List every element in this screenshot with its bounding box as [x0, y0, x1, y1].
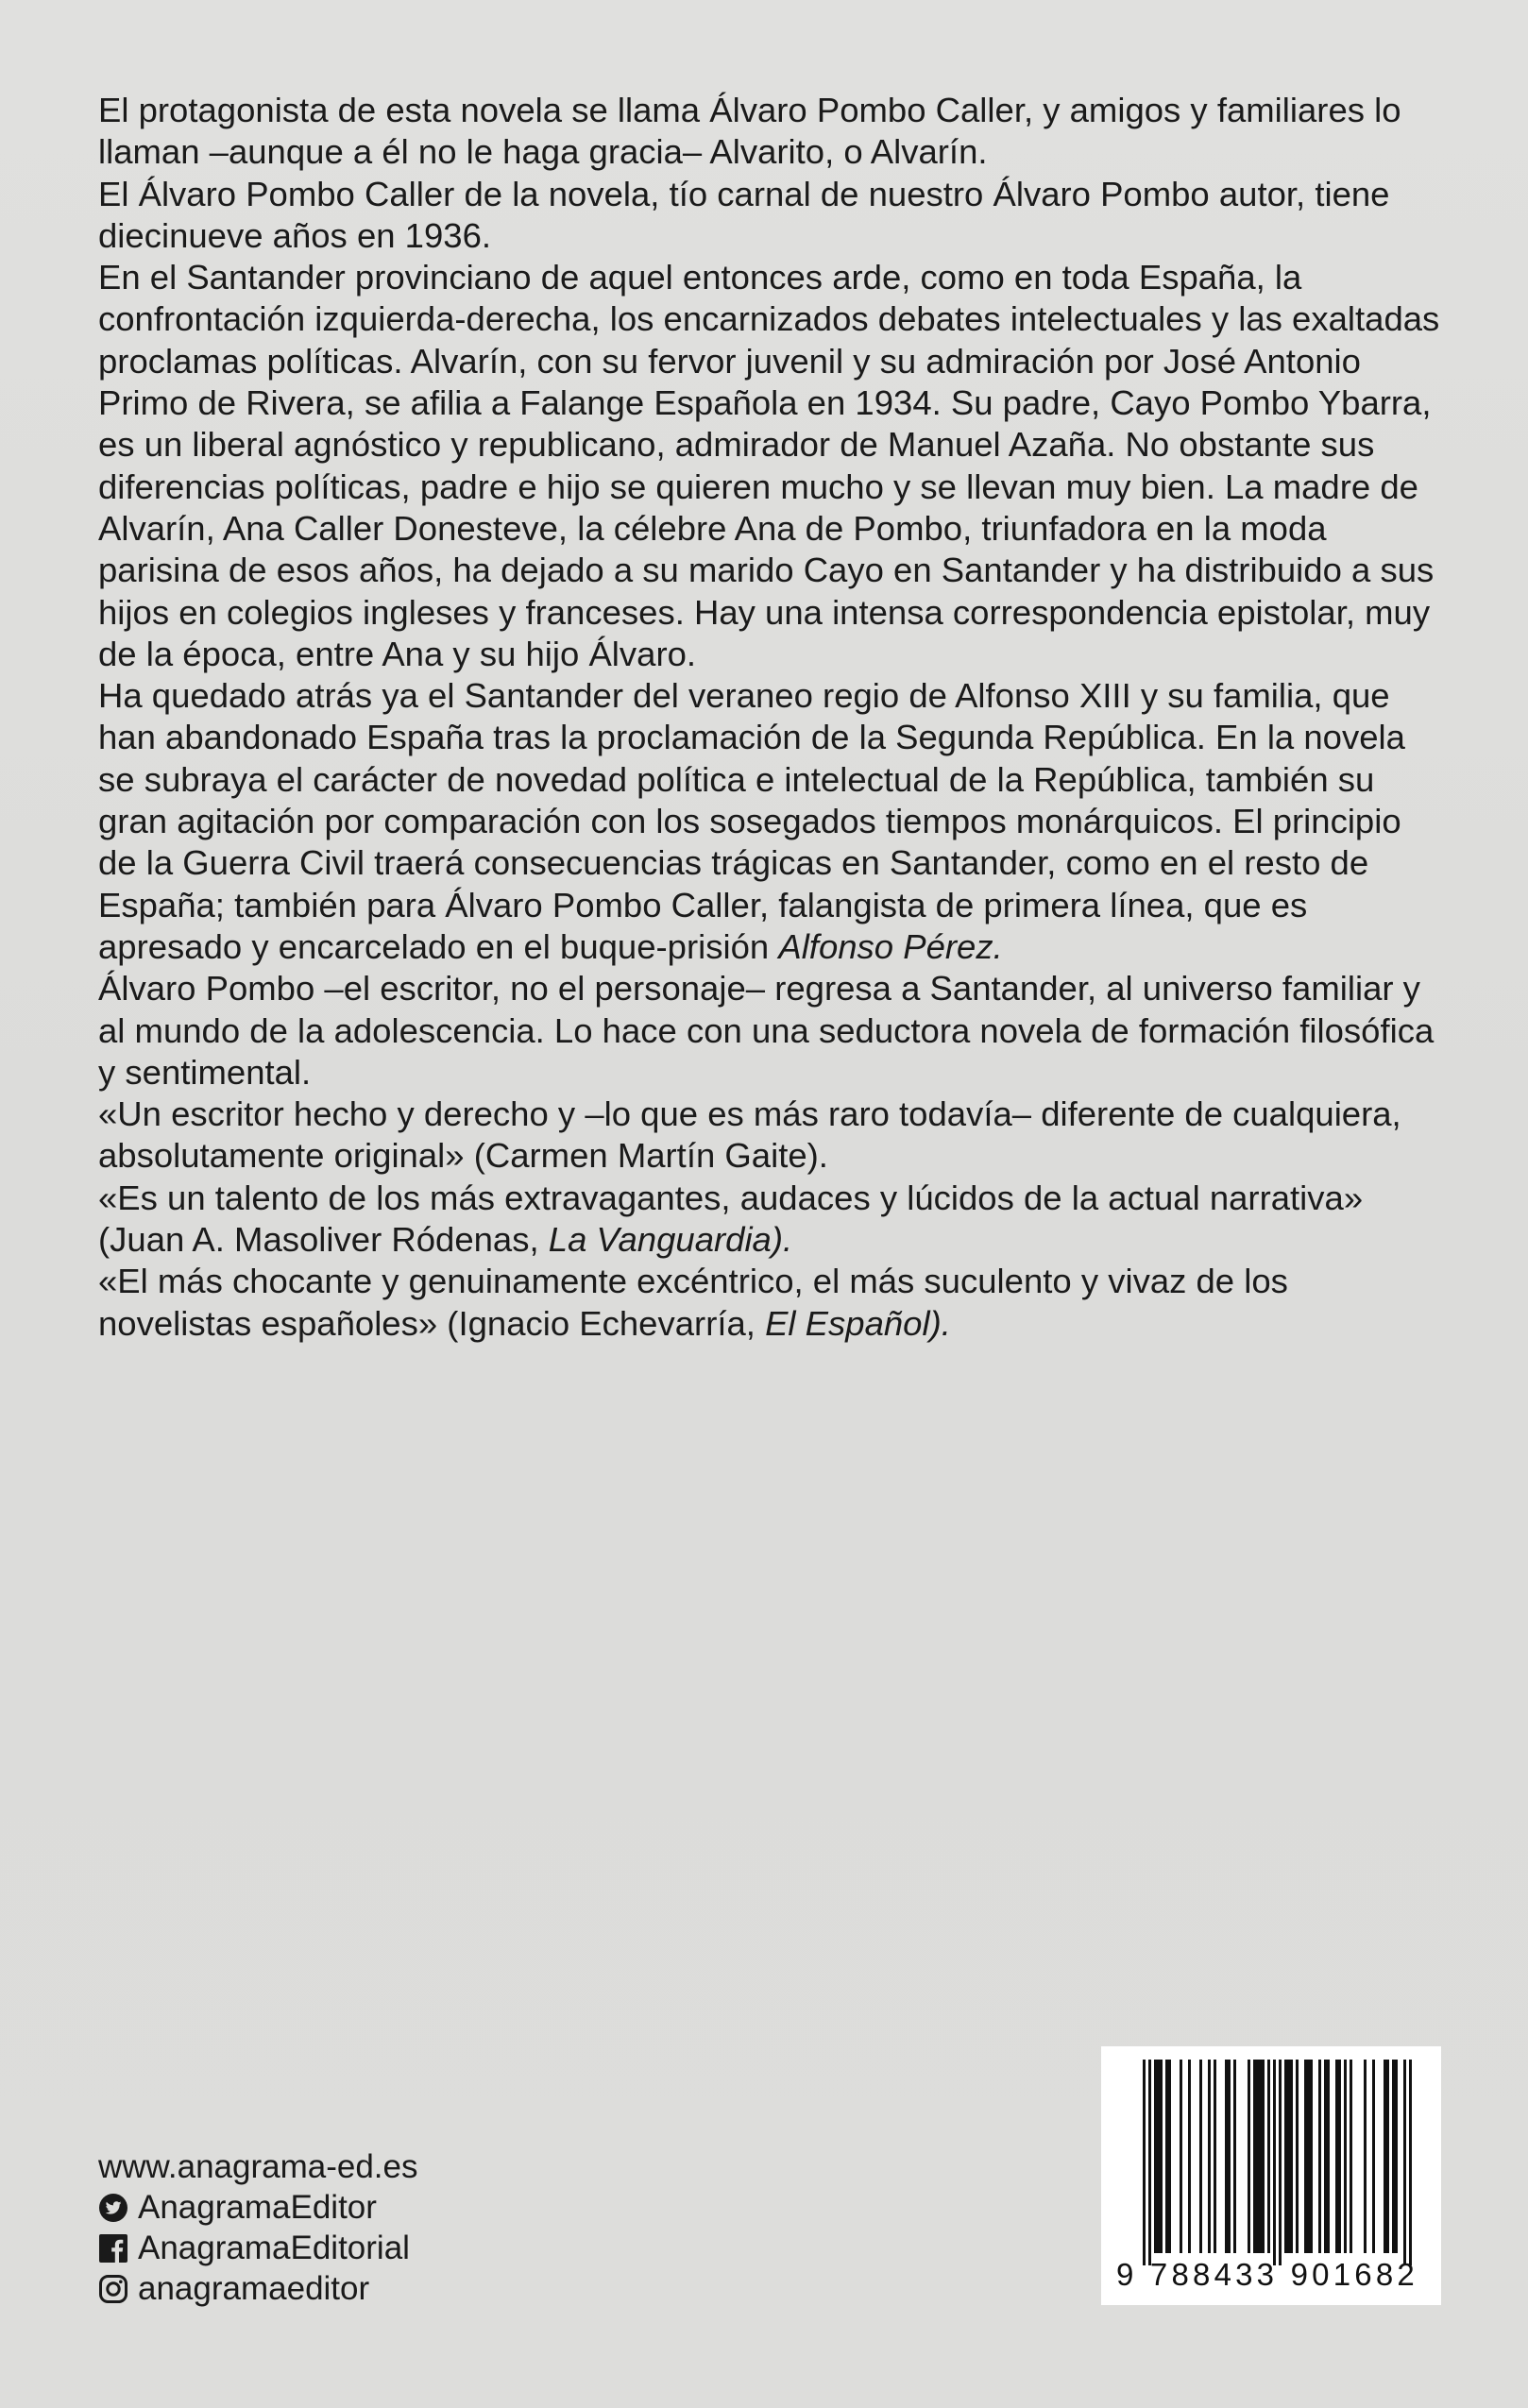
barcode-bar — [1335, 2060, 1338, 2253]
barcode-bar — [1279, 2060, 1282, 2265]
twitter-link[interactable] — [98, 2187, 418, 2228]
ship-name: Alfonso Pérez. — [778, 926, 1003, 966]
barcode-bar — [1154, 2060, 1157, 2253]
barcode-bar — [1256, 2060, 1259, 2253]
quote-source: La Vanguardia). — [548, 1220, 793, 1260]
barcode-bar — [1338, 2060, 1341, 2253]
barcode-bar — [1395, 2060, 1398, 2253]
review-quote — [98, 1261, 1449, 1345]
quote-text: «El más chocante y genuinamente excéntrico, el más suculento y vivaz de los novelistas españoles» (Ignacio Echevarría, — [98, 1262, 1288, 1343]
facebook-link[interactable] — [98, 2228, 418, 2268]
isbn-barcode — [1101, 2046, 1441, 2305]
barcode-bar — [1290, 2060, 1293, 2253]
barcode-bar — [1364, 2060, 1367, 2253]
barcode-bar — [1350, 2060, 1352, 2253]
barcode-bar — [1409, 2060, 1412, 2265]
barcode-bar — [1160, 2060, 1163, 2253]
barcode-bar — [1143, 2060, 1146, 2265]
barcode-bar — [1228, 2060, 1231, 2253]
barcode-bar — [1157, 2060, 1160, 2253]
paragraph-text: Ha quedado atrás ya el Santander del veraneo regio de Alfonso XIII y su familia, que han abandonado España tras la proclamación de la Segunda República. En la novela se subraya el carácter de novedad política e intelectual de la República, también su gran agitación por comparación con los sosegados tiempos monárquicos. El principio de la Guerra Civil traerá consecuencias trágicas en Santander, como en el resto de España; también para Álvaro Pombo Caller, falangista de primera línea, que es apresado y encarcelado en el buque-prisión — [98, 676, 1405, 966]
barcode-bar — [1284, 2060, 1287, 2253]
barcode-bar — [1287, 2060, 1290, 2253]
barcode-bar — [1233, 2060, 1236, 2253]
website-label: www.anagrama-ed.es — [98, 2148, 418, 2185]
barcode-bar — [1392, 2060, 1395, 2253]
barcode-bar — [1304, 2060, 1307, 2253]
barcode-bar — [1384, 2060, 1386, 2253]
twitter-handle: AnagramaEditor — [138, 2189, 377, 2226]
instagram-handle: anagramaeditor — [138, 2270, 370, 2307]
quote-source: El Español). — [765, 1303, 951, 1343]
instagram-link[interactable] — [98, 2268, 418, 2309]
barcode-bar — [1296, 2060, 1299, 2253]
barcode-bar — [1344, 2060, 1347, 2253]
barcode-bar — [1259, 2060, 1262, 2253]
barcode-bar — [1180, 2060, 1182, 2253]
barcode-bar — [1307, 2060, 1310, 2253]
barcode-bar — [1262, 2060, 1265, 2253]
barcode-bar — [1403, 2060, 1406, 2265]
barcode-bar — [1188, 2060, 1191, 2253]
instagram-icon — [98, 2274, 128, 2304]
synopsis-paragraph: En el Santander provinciano de aquel entonces arde, como en toda España, la confrontación izquierda-derecha, los encarnizados debates intelectuales y las exaltadas proclamas políticas. Alvarín, con su fervor juvenil y su admiración por José Antonio Primo de Rivera, se afilia a Falange Española en 1934. Su padre, Cayo Pombo Ybarra, es un liberal agnóstico y republicano, admirador de Manuel Azaña. No obstante sus diferencias políticas, padre e hijo se quieren mucho y se llevan muy bien. La madre de Alvarín, Ana Caller Donesteve, la célebre Ana de Pombo, triunfadora en la moda parisina de esos años, ha dejado a su marido Cayo en Santander y ha distribuido a sus hijos en colegios ingleses y franceses. Hay una intensa correspondencia epistolar, muy de la época, entre Ana y su hijo Álvaro. — [98, 258, 1440, 673]
website-link[interactable] — [98, 2146, 418, 2187]
barcode-bar — [1324, 2060, 1327, 2253]
barcode-bar — [1214, 2060, 1216, 2253]
barcode-bar — [1386, 2060, 1389, 2253]
twitter-icon — [98, 2193, 128, 2223]
isbn-number: 9 788433 901682 — [1116, 2257, 1418, 2292]
barcode-bar — [1165, 2060, 1168, 2253]
synopsis-paragraph: El Álvaro Pombo Caller de la novela, tío carnal de nuestro Álvaro Pombo autor, tiene diecinueve años en 1936. — [98, 174, 1390, 255]
synopsis-paragraph — [98, 675, 1449, 968]
barcode-bar — [1199, 2060, 1202, 2253]
barcode-bar — [1248, 2060, 1250, 2253]
synopsis — [98, 90, 1449, 1345]
barcode-bar — [1148, 2060, 1151, 2265]
barcode-bar — [1267, 2060, 1270, 2253]
barcode-bar — [1253, 2060, 1256, 2253]
barcode-bar — [1168, 2060, 1171, 2253]
barcode-bar — [1273, 2060, 1276, 2265]
quote-text: «Es un talento de los más extravagantes, audaces y lúcidos de la actual narrativa» (Juan A. Masoliver Ródenas, — [98, 1178, 1364, 1260]
review-quote: «Un escritor hecho y derecho y –lo que es más raro todavía– diferente de cualquiera, absolutamente original» (Carmen Martín Gaite). — [98, 1094, 1401, 1176]
barcode-bar — [1310, 2060, 1313, 2253]
synopsis-paragraph: El protagonista de esta novela se llama Álvaro Pombo Caller, y amigos y familiares lo llaman –aunque a él no le haga gracia– Alvarito, o Alvarín. — [98, 91, 1401, 172]
barcode-bar — [1225, 2060, 1228, 2253]
barcode-bar — [1318, 2060, 1321, 2253]
barcode-bar — [1208, 2060, 1211, 2253]
barcode-bar — [1327, 2060, 1330, 2253]
review-quote — [98, 1178, 1449, 1262]
facebook-icon — [98, 2233, 128, 2264]
facebook-handle: AnagramaEditorial — [138, 2230, 410, 2266]
synopsis-paragraph: Álvaro Pombo –el escritor, no el personaje– regresa a Santander, al universo familiar y al mundo de la adolescencia. Lo hace con una seductora novela de formación filosófica y sentimental. — [98, 969, 1435, 1092]
barcode-bar — [1372, 2060, 1375, 2253]
publisher-contacts — [98, 2146, 418, 2309]
